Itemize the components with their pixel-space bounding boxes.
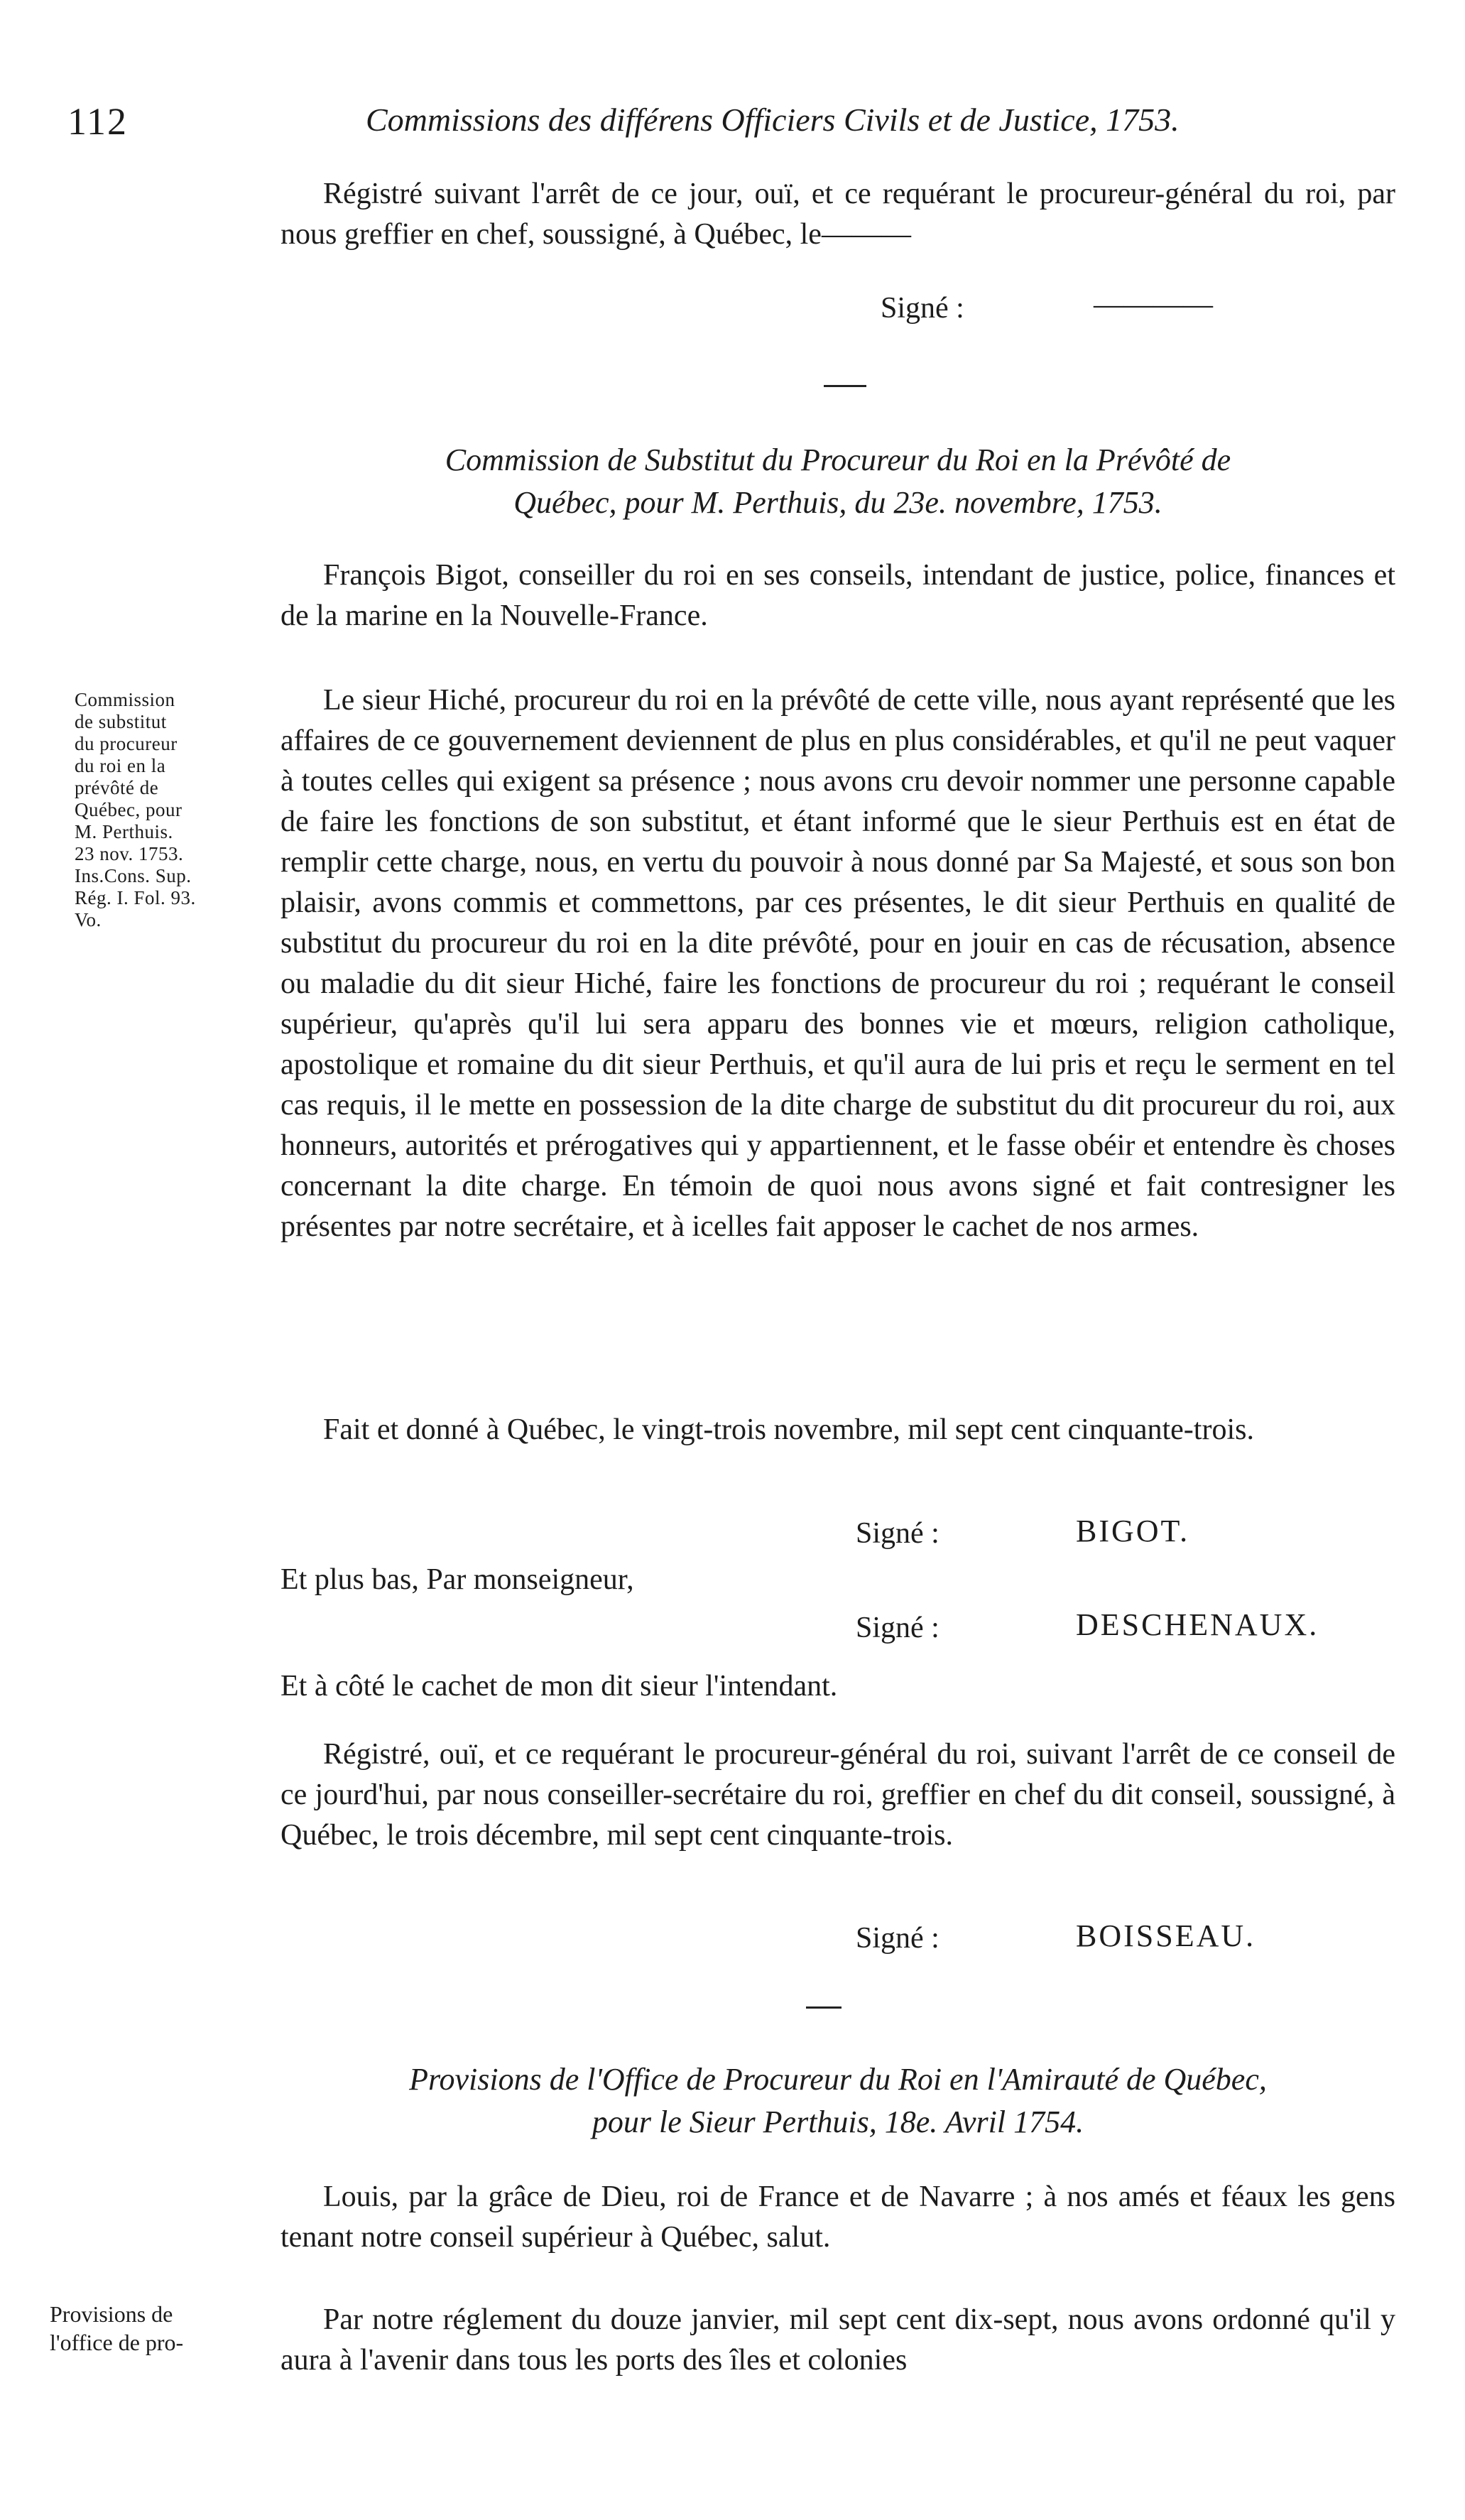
top-signature-name: ———— — [1094, 288, 1213, 321]
running-title: Commissions des différens Officiers Civils et de Justice, 1753. — [366, 102, 1180, 138]
margin-note-line: M. Perthuis. — [75, 821, 173, 842]
page-number: 112 — [67, 100, 128, 143]
section1-body: Le sieur Hiché, procureur du roi en la prévôté de cette ville, nous ayant représenté que les affaires de ce gouvernement deviennent de plus en plus considérables, et qu'il ne peut vaquer à toutes celles qui exigent sa présence ; nous avons cru devoir nommer une personne capable de faire les fonctions de son substitut, et étant informé que le sieur Perthuis est en état de remplir cette charge, nous, en vertu du pouvoir à nous donné par Sa Majesté, et sous son bon plaisir, avons commis et commettons, par ces présentes, le dit sieur Perthuis en qualité de substitut du procureur du roi en la dite prévôté, pour en jouir en cas de récusation, absence ou maladie du dit sieur Hiché, faire les fonctions de procureur du roi ; requérant le conseil supérieur, qu'après qu'il lui sera apparu des bonnes vie et mœurs, religion catholique, apostolique et romaine du dit sieur Perthuis, et qu'il aura de lui pris et reçu le serment en tel cas requis, il le mette en possession de la dite charge de substitut du dit procureur du roi, aux honneurs, autorités et prérogatives qui y appartiennent, et le fasse obéir et entendre ès choses concernant la dite charge. En témoin de quoi nous avons signé et fait contresigner les présentes par notre secrétaire, et à icelles fait apposer le cachet de nos armes. — [281, 684, 1395, 1243]
separator-rule — [824, 385, 866, 387]
signature-boisseau: BOISSEAU. — [1076, 1918, 1256, 1953]
section2-title-line1: Provisions de l'Office de Procureur du Roi en l'Amirauté de Québec, — [409, 2062, 1267, 2097]
margin-note-provisions — [50, 2300, 270, 2357]
margin-note-line: 23 nov. 1753. — [75, 843, 184, 864]
section1-title — [281, 439, 1395, 524]
margin-note-line: prévôté de — [75, 777, 159, 798]
section2-intro: Louis, par la grâce de Dieu, roi de France et de Navarre ; à nos amés et féaux les gens tenant notre conseil supérieur à Québec, salut. — [281, 2180, 1395, 2254]
margin-note-line: Ins.Cons. Sup. — [75, 865, 192, 886]
margin-note-line: de substitut — [75, 711, 167, 732]
signature-label-bigot: Signé : — [856, 1517, 940, 1550]
separator-rule — [806, 2006, 842, 2009]
section2-title — [270, 2058, 1406, 2144]
section1-title-line2: Québec, pour M. Perthuis, du 23e. novembre, 1753. — [513, 485, 1162, 520]
margin-note-line: l'office de pro- — [50, 2330, 184, 2355]
signature-label-boisseau: Signé : — [856, 1922, 940, 1955]
top-registration-paragraph: Régistré suivant l'arrêt de ce jour, ouï, et ce requérant le procureur-général du roi, par nous greffier en chef, soussigné, à Québec, le——— — [281, 178, 1395, 251]
margin-note-line: Québec, pour — [75, 799, 183, 820]
signature-bigot: BIGOT. — [1076, 1514, 1190, 1548]
signature-label-deschenaux: Signé : — [856, 1612, 940, 1644]
section1-done-date: Fait et donné à Québec, le vingt-trois novembre, mil sept cent cinquante-trois. — [323, 1413, 1254, 1446]
margin-note-line: Provisions de — [50, 2301, 173, 2327]
margin-note-line: Commission — [75, 689, 175, 710]
margin-note-line: du procureur — [75, 733, 178, 754]
section1-registration: Régistré, ouï, et ce requérant le procureur-général du roi, suivant l'arrêt de ce conseil de ce jourd'hui, par nous conseiller-secrétaire du roi, greffier en chef du dit conseil, soussigné, à Québec, le trois décembre, mil sept cent cinquante-trois. — [281, 1738, 1395, 1852]
margin-note-line: du roi en la — [75, 755, 166, 776]
margin-note-line: Vo. — [75, 909, 102, 930]
margin-note-commission — [75, 689, 288, 931]
margin-note-line: Rég. I. Fol. 93. — [75, 887, 196, 908]
section2-title-line2: pour le Sieur Perthuis, 18e. Avril 1754. — [592, 2104, 1084, 2139]
cachet-line: Et à côté le cachet de mon dit sieur l'intendant. — [281, 1670, 838, 1702]
top-signature-label: Signé : — [881, 292, 964, 325]
section1-title-line1: Commission de Substitut du Procureur du Roi en la Prévôté de — [445, 442, 1231, 477]
signature-deschenaux: DESCHENAUX. — [1076, 1607, 1319, 1642]
plus-bas-line: Et plus bas, Par monseigneur, — [281, 1563, 634, 1596]
section1-intro: François Bigot, conseiller du roi en ses conseils, intendant de justice, police, finances et de la marine en la Nouvelle-France. — [281, 559, 1395, 632]
section2-body: Par notre réglement du douze janvier, mil sept cent dix-sept, nous avons ordonné qu'il y aura à l'avenir dans tous les ports des îles et colonies — [281, 2303, 1395, 2377]
